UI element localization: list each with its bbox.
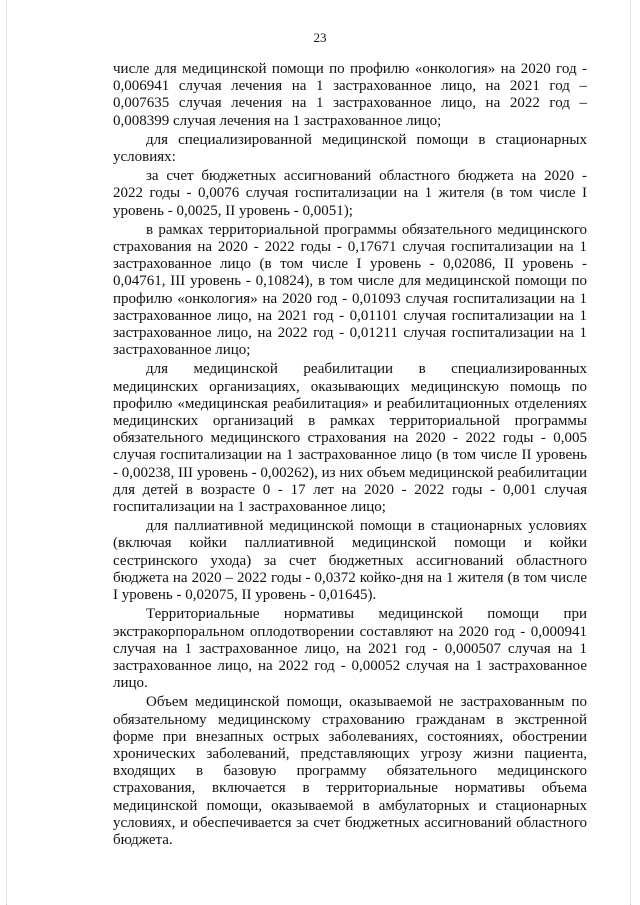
paragraph-oncology-day-care: числе для медицинской помощи по профилю «онкология» на 2020 год - 0,006941 случая лечения на 1 застрахованное лицо, на 2021 год – 0,007635 случая лечения на 1 застрахованное лицо, на 2022 год – 0,008399 случая лечения на 1 застрахованное лицо; <box>113 61 587 129</box>
document-body <box>113 61 587 851</box>
paragraph-ivf-norms: Территориальные нормативы медицинской помощи при экстракорпоральном оплодотворении составляют на 2020 год - 0,000941 случая на 1 застрахованное лицо, на 2021 год - 0,000507 случая на 1 застрахованное лицо, на 2022 год - 0,00052 случая на 1 застрахованное лицо. <box>113 606 587 692</box>
paragraph-uninsured-emergency-care: Объем медицинской помощи, оказываемой не застрахованным по обязательному медицинскому страхованию гражданам в экстренной форме при внезапных острых заболеваниях, состояниях, обострении хронических заболеваний, представляющих угрозу жизни пациента, входящих в базовую программу обязательного медицинского страхования, включается в территориальные нормативы объема медицинской помощи, оказываемой в амбулаторных и стационарных условиях, и обеспечивается за счет бюджетных ассигнований областного бюджета. <box>113 694 587 848</box>
paragraph-regional-budget-hospitalization: за счет бюджетных ассигнований областного бюджета на 2020 - 2022 годы - 0,0076 случая госпитализации на 1 жителя (в том числе I уровень - 0,0025, II уровень - 0,0051); <box>113 168 587 219</box>
page-number: 23 <box>313 30 327 45</box>
paragraph-specialized-care-heading: для специализированной медицинской помощи в стационарных условиях: <box>113 131 587 166</box>
paragraph-palliative-care: для паллиативной медицинской помощи в стационарных условиях (включая койки паллиативной медицинской помощи и койки сестринского ухода) за счет бюджетных ассигнований областного бюджета на 2020 – 2022 годы - 0,0372 койко-дня на 1 жителя (в том числе I уровень - 0,02075, II уровень - 0,01645). <box>113 518 587 604</box>
left-margin-line <box>6 0 8 905</box>
paragraph-oms-hospitalization: в рамках территориальной программы обязательного медицинского страхования на 2020 - 2022 годы - 0,17671 случая госпитализации на 1 застрахованное лицо (в том числе I уровень - 0,02086, II уровень - 0,04761, III уровень - 0,10824), в том числе для медицинской помощи по профилю «онкология» на 2020 год - 0,01093 случая госпитализации на 1 застрахованное лицо, на 2021 год - 0,01101 случая госпитализации на 1 застрахованное лицо, на 2022 год - 0,01211 случая госпитализации на 1 застрахованное лицо; <box>113 221 587 359</box>
paragraph-medical-rehabilitation: для медицинской реабилитации в специализированных медицинских организациях, оказывающих медицинскую помощь по профилю «медицинская реабилитация» и реабилитационных отделениях медицинских организаций в рамках территориальной программы обязательного медицинского страхования на 2020 - 2022 годы - 0,005 случая госпитализации на 1 застрахованное лицо (в том числе II уровень - 0,00238, III уровень - 0,00262), из них объем медицинской реабилитации для детей в возрасте 0 - 17 лет на 2020 - 2022 годы - 0,001 случая госпитализации на 1 застрахованное лицо; <box>113 361 587 516</box>
right-margin-line <box>630 0 632 905</box>
